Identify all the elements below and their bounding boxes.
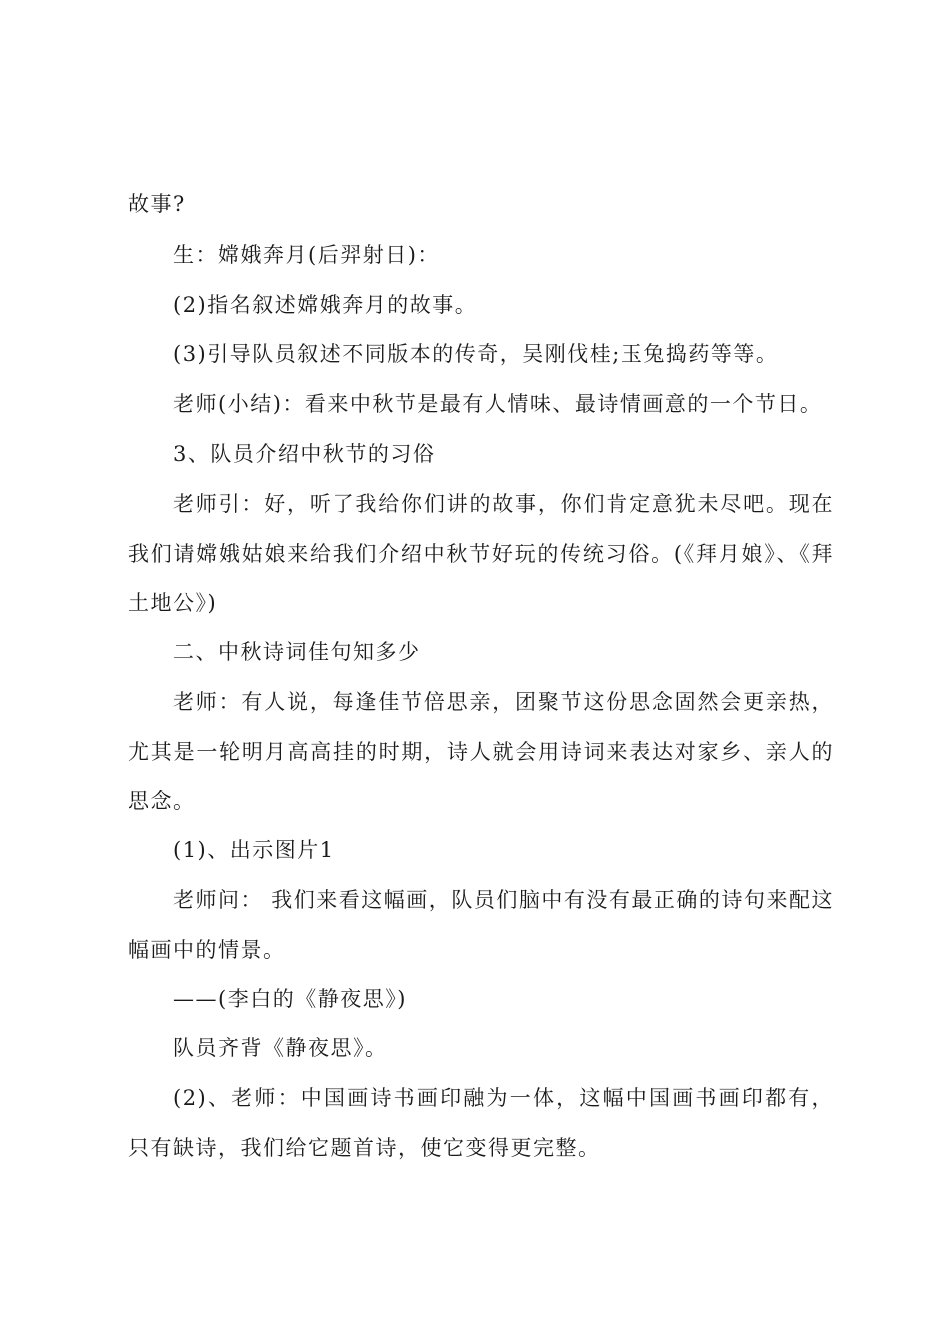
paragraph-li-bai: ——(李白的《静夜思》) (173, 987, 407, 1011)
paragraph-show-picture: (1)、出示图片1 (173, 838, 335, 862)
paragraph-step-3: (3)引导队员叙述不同版本的传奇，吴刚伐桂;玉兔捣药等等。 (173, 342, 779, 366)
paragraph-step-2: (2)指名叙述嫦娥奔月的故事。 (173, 293, 478, 317)
paragraph-section-2-heading: 二、中秋诗词佳句知多少 (173, 640, 421, 664)
paragraph-teacher-intro: 老师引：好，听了我给你们讲的故事，你们肯定意犹未尽吧。现在我们请嫦娥姑娘来给我们介绍中秋节好玩的传统习俗。(《拜月娘》、《拜土地公》) (128, 492, 834, 615)
paragraph-teacher-painting: (2)、老师：中国画诗书画印融为一体，这幅中国画书画印都有，只有缺诗，我们给它题首诗，使它变得更完整。 (128, 1086, 834, 1160)
paragraph-teacher-summary: 老师(小结)：看来中秋节是最有人情味、最诗情画意的一个节日。 (173, 392, 823, 416)
paragraph-section-3-heading: 3、队员介绍中秋节的习俗 (173, 442, 436, 466)
paragraph-teacher-poetry: 老师：有人说，每逢佳节倍思亲，团聚节这份思念固然会更亲热，尤其是一轮明月高高挂的时期，诗人就会用诗词来表达对家乡、亲人的思念。 (128, 690, 834, 813)
paragraph-recite: 队员齐背《静夜思》。 (173, 1036, 388, 1060)
paragraph-story-question: 故事? (128, 192, 186, 216)
paragraph-student-answer: 生：嫦娥奔月(后羿射日)： (173, 243, 440, 267)
paragraph-teacher-question: 老师问： 我们来看这幅画，队员们脑中有没有最正确的诗句来配这幅画中的情景。 (128, 888, 834, 962)
